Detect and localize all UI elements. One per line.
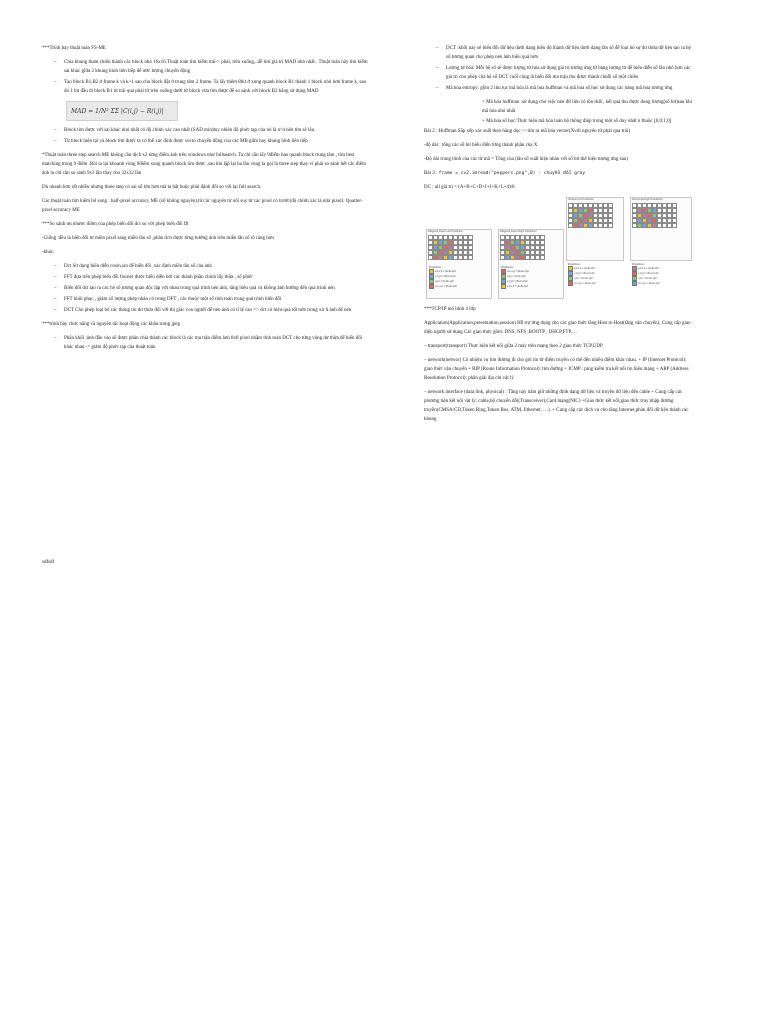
list-item: – Tạo block B1,B2 ở frame k và k+1 sao cho block đặt ở trung tâm 2 frame. Ta lấy thêm 8bit ở xung quanh block B1 thành 1 block nhỏ hơn frame k, sau đó 1 bit đầu di block B1 từ trái qua phải từ trên xuống dưới từ block vừa tìm được để so sánh với block B2 bằng sử dụng MAD bbox=[42, 78, 370, 96]
khac-label: -khác: bbox=[42, 250, 55, 255]
list-item: – Dct Sử dụng biểu diễn cosin,sin để biến đổi ,xác định miền tần số của ảnh bbox=[42, 262, 370, 271]
list-item: – FFT dựa trên phép biến đổi fourier được biểu diễn bởi các thành phần chính lấy thừa , số phức bbox=[42, 273, 370, 282]
panel-title: Horizontal Right Prediction bbox=[632, 198, 663, 201]
list-item: – Lượng tử hóa: Mỗi hệ số sẽ được lượng tử hóa sử dụng giá trị tương ứng từ bảng lượng tử để biểu diễn số lần nhỏ hơn các giá trị cho phép của hệ số DCT cuối cùng là biến đổi ma trận thu được thành chuỗi số một chiều bbox=[424, 64, 696, 82]
right-column bbox=[424, 44, 696, 429]
list-item: – Phân khối :ảnh đầu vào sẽ được phân chia thành các block là các ma trận điểm ảnh 8x8 pixel nhằm tính toán DCT cho từng vùng dư thừa để biến đổi khác nhau -> giảm độ phức tạp của thuật toán bbox=[42, 334, 370, 352]
bai2-paragraph: Bài 2 : Huffman Sắp xếp xác suất theo hàng dọc -> tìm ra mã hóa vector(Xvới nguyên từ phải qua trái) bbox=[424, 129, 630, 134]
list-item: – Chia khung tham chiếu thành các block nhỏ 16x16.Thuật toán tìm kiếm trái-> phải, trên xuống,..để tìm giá trị MAD nhỏ nhất . Thuật toán này tìm kiếm sai khác giữa 2 khung hình liên tiếp để ước lượng chuyển động bbox=[42, 58, 370, 76]
bai3-label: Bài 3 : bbox=[424, 171, 438, 176]
panel-title: Diagonal Down Left Prediction bbox=[428, 230, 463, 233]
legend-item: e,f,g,h = (B+C+1)/2 bbox=[501, 279, 529, 284]
pixel-grid bbox=[428, 235, 490, 260]
dc-paragraph: DC : all giá trị = (A+B+C+D+I+J+K+L+4)/8 bbox=[424, 185, 515, 190]
list-item: – DCT Cho phép loại bỏ các thông tin dư thừa đối với thị giác con người để nén ảnh có tỉ lệ cao => dct có hiệu quả tốt hơn trong xử lí ảnh để nén bbox=[42, 306, 370, 315]
pixel-grid bbox=[500, 235, 562, 260]
legend-item: e,f,g,h = (B+C+1)/2 bbox=[429, 274, 457, 279]
fs-me-list-2 bbox=[42, 126, 370, 146]
network-interface-layer: – network interface (data link, physical) : Tầng này nằm giữ những định dạng dữ liệu và truyền dữ liệu đến cable + Cung cấp các phương tiện kết nối vật lý: cable,bộ chuyển đổi(Transceiver),Card mạng(NIC) +Giao thức kết nối,giao thức truy nhập đường truyền(CMSA/CD,Token Ring,Token Bus, ATM, Ethernet, …). + Cung cấp các dịch vụ cho tầng Internet,phân đổi dữ liệu thành các khung bbox=[424, 390, 689, 422]
three-step-paragraph: *Thuật toán three step search ME không cần dịch x2 từng điểm ảnh trên windows như fullsearch. Ta chỉ cần lấy 9điểm bao quanh block trung tâm , tìm best matching trong 9 điểm .Rồi ta lại khoanh vùng 9điểm xung quanh block tìm được ,sau khi lặp lại ba lần vùng ta gọi là three step thay vì phải so sánh hết các điểm ảnh ta chỉ cần so sánh 9x3 lần thay cho 32x32 lần bbox=[42, 153, 366, 176]
legend-title: Predictions: bbox=[429, 266, 442, 269]
arithmetic-note: + Mã hóa số học:Thực hiện mã hóa toàn bộ thông điệp trong một số duy nhất n thuộc [0,0;1,0] bbox=[482, 119, 672, 124]
intra-prediction-figure bbox=[424, 197, 696, 301]
list-item: – Block tìm được với sai khác nhỏ nhất có độ chính xác cao nhất (SAD min)tuy nhiên độ phức tạp của nó là n^4 nên tìm sẽ lâu bbox=[42, 126, 370, 135]
legend-item: e,f,g,h = (B+C+1)/2 bbox=[632, 271, 660, 276]
jpeg-steps-list bbox=[424, 44, 696, 93]
bai3-code: frame = cv2.imread("peppers.png",0) - chuyển đổi gray bbox=[438, 171, 586, 176]
legend-item: m,n,o,p = (D+E+1)/2 bbox=[429, 284, 457, 289]
list-item: – DCT :khối này sẽ biến đổi dữ liệu dưới dạng biểu độ thành dữ liệu dưới dạng tần số để loại bỏ sự dư thừa dữ liệu tạo ra hệ số tương quan cho phép nén ảnh hiệu quả hơn bbox=[424, 44, 696, 62]
network-layer: – network(networ) Có nhiệm vụ tìm đường đi cho gói tin từ điểm truyền có thể đến nhiều điểm khác nhau. + IP (Internet Protocol): giao thức vận chuyển + RIP (Route Information Protocol): tìm đường + ICMP : ping kiểm tra kết nối tín hiệu mạng + ARP (Address Resolution Protocol): phân giải địa chỉ vật lý bbox=[424, 358, 689, 381]
khac-list bbox=[42, 262, 370, 315]
heading-dct-fft: ***So sánh ưu nhược điểm của phép biến đổi dct so với phép biến đổi fft bbox=[42, 222, 189, 227]
legend-title: Predictions: bbox=[632, 263, 645, 266]
panel-title: Vertical Left Prediction bbox=[568, 198, 594, 201]
fs-me-list bbox=[42, 58, 370, 96]
list-item: – Biến đổi dct tạo ra các hệ số tương quan độc lập với nhau trong quá trình nén ảnh, tăng hiệu quả và không ảnh hưởng đến quá trình nén bbox=[42, 284, 370, 293]
tcp-heading: ***TCP/IP mô hình 4 lớp bbox=[424, 307, 476, 312]
legend-item: i,j,k,l = (C+D+1)/2 bbox=[429, 279, 457, 284]
legend-item: m,n,o,p = (D+E+1)/2 bbox=[632, 281, 660, 286]
legend bbox=[568, 263, 596, 286]
legend-item: i,j,k,l = (C+D+1)/2 bbox=[632, 276, 660, 281]
legend-item: m,n,o,p = (D+E+1)/2 bbox=[568, 281, 596, 286]
giong-paragraph: -Giống :đều là biến đổi từ miền pixel sang miền tần số ,phân tích được từng hướng ảnh trên miền tần số rõ ràng hơn bbox=[42, 236, 274, 241]
heading-jpeg: ***trình bày chức năng và nguyên tắc hoạt động các khâu trong jpeg bbox=[42, 322, 180, 327]
vertical-left-panel bbox=[566, 197, 624, 261]
legend-item: a,b,c,d = (A+B+1)/2 bbox=[568, 266, 596, 271]
huffman-note: + Mã hóa huffman :sử dụng cho việc nén dữ liệu có tồn thất , kết quả thu được dung lượng(số bit)sau khi mã hóa nhỏ nhất bbox=[482, 100, 693, 114]
mad-formula-image: MAD = 1/N² ΣΣ |C(i,j) − R(i,j)| bbox=[66, 101, 178, 121]
dodai-paragraph: -độ dài : tổng các số bit biểu diễn từng thành phần của X bbox=[424, 143, 538, 148]
list-item: – Mã hóa entropy: gồm 2 thu tục mã hóa là mã hóa huffman và mã hóa số học sử dụng các bảng mã hóa tương ứng bbox=[424, 84, 696, 93]
legend bbox=[501, 266, 529, 289]
legend-item: a,b,c,d = (A+B+1)/2 bbox=[501, 284, 529, 289]
legend-item: m,n,o,p = (D+E+1)/2 bbox=[501, 269, 529, 274]
legend-title: Predictions: bbox=[501, 266, 514, 269]
dodaitb-paragraph: -Độ dài trung bình của các từ mã = Tổng của (tần số xuất hiện nhân với số bit thể hiện tương ứng sau) bbox=[424, 157, 629, 162]
transport-layer: – transport(transport) Thực hiện kết nối giữa 2 máy trên mạng theo 2 giao thức TCP,UDP bbox=[424, 344, 603, 349]
footer-text: sdfsdf bbox=[42, 560, 55, 565]
note-paragraph: Các thuật toán tìm kiếm bổ sung : half-pixel accuracy ME (số không nguyên),từ các nguyên từ nối suy từ các pixel có trước(độ chính xác là nửa pixel). Quarter-pixel accuracy ME bbox=[42, 199, 363, 213]
left-column bbox=[42, 44, 370, 357]
heading-fs-me: ***Trình bày thuật toán FS-ME bbox=[42, 46, 106, 51]
application-layer: Application(Application,presentation,session) Hỗ trợ ứng dụng cho các giao thức tầng Host to Host(tầng vận chuyển), Cung cấp giao diện người sử dụng Các giao thức gồm: DNS, NFS ,BOOTP , DHCP,FTP,… bbox=[424, 321, 691, 335]
note-paragraph: Dù nhanh hơn rất nhiều nhưng three step có sai số lớn hơn mà ta bắt buộc phải đánh đổi so với lại full search. bbox=[42, 185, 262, 190]
pixel-grid bbox=[632, 203, 690, 228]
legend-item: a,b,c,d = (A+B+1)/2 bbox=[429, 269, 457, 274]
legend-item: i,j,k,l = (C+D+1)/2 bbox=[568, 276, 596, 281]
jpeg-list bbox=[42, 334, 370, 352]
legend bbox=[632, 263, 660, 286]
diagonal-down-left-panel bbox=[426, 229, 492, 299]
legend-title: Predictions: bbox=[568, 263, 581, 266]
legend-item: a,b,c,d = (A+B+1)/2 bbox=[632, 266, 660, 271]
list-item: – FFT khôi phục , giảm số lượng phép nhân có trong DFT , các thuộc một số tính toán trong quá trình biến đổi bbox=[42, 295, 370, 304]
bai3-paragraph bbox=[424, 169, 696, 178]
list-item: – Từ block hiện tại và block tìm được ta có thể xác định được vecto chuyển động của các MB giữa hay khung hình liên tiếp bbox=[42, 137, 370, 146]
legend bbox=[429, 266, 457, 289]
panel-title: Diagonal Down Right Prediction bbox=[500, 230, 537, 233]
diagonal-down-right-panel bbox=[498, 229, 564, 299]
legend-item: i,j,k,l = (C+D+1)/2 bbox=[501, 274, 529, 279]
pixel-grid bbox=[568, 203, 622, 228]
horizontal-right-panel bbox=[630, 197, 692, 261]
legend-item: e,f,g,h = (B+C+1)/2 bbox=[568, 271, 596, 276]
